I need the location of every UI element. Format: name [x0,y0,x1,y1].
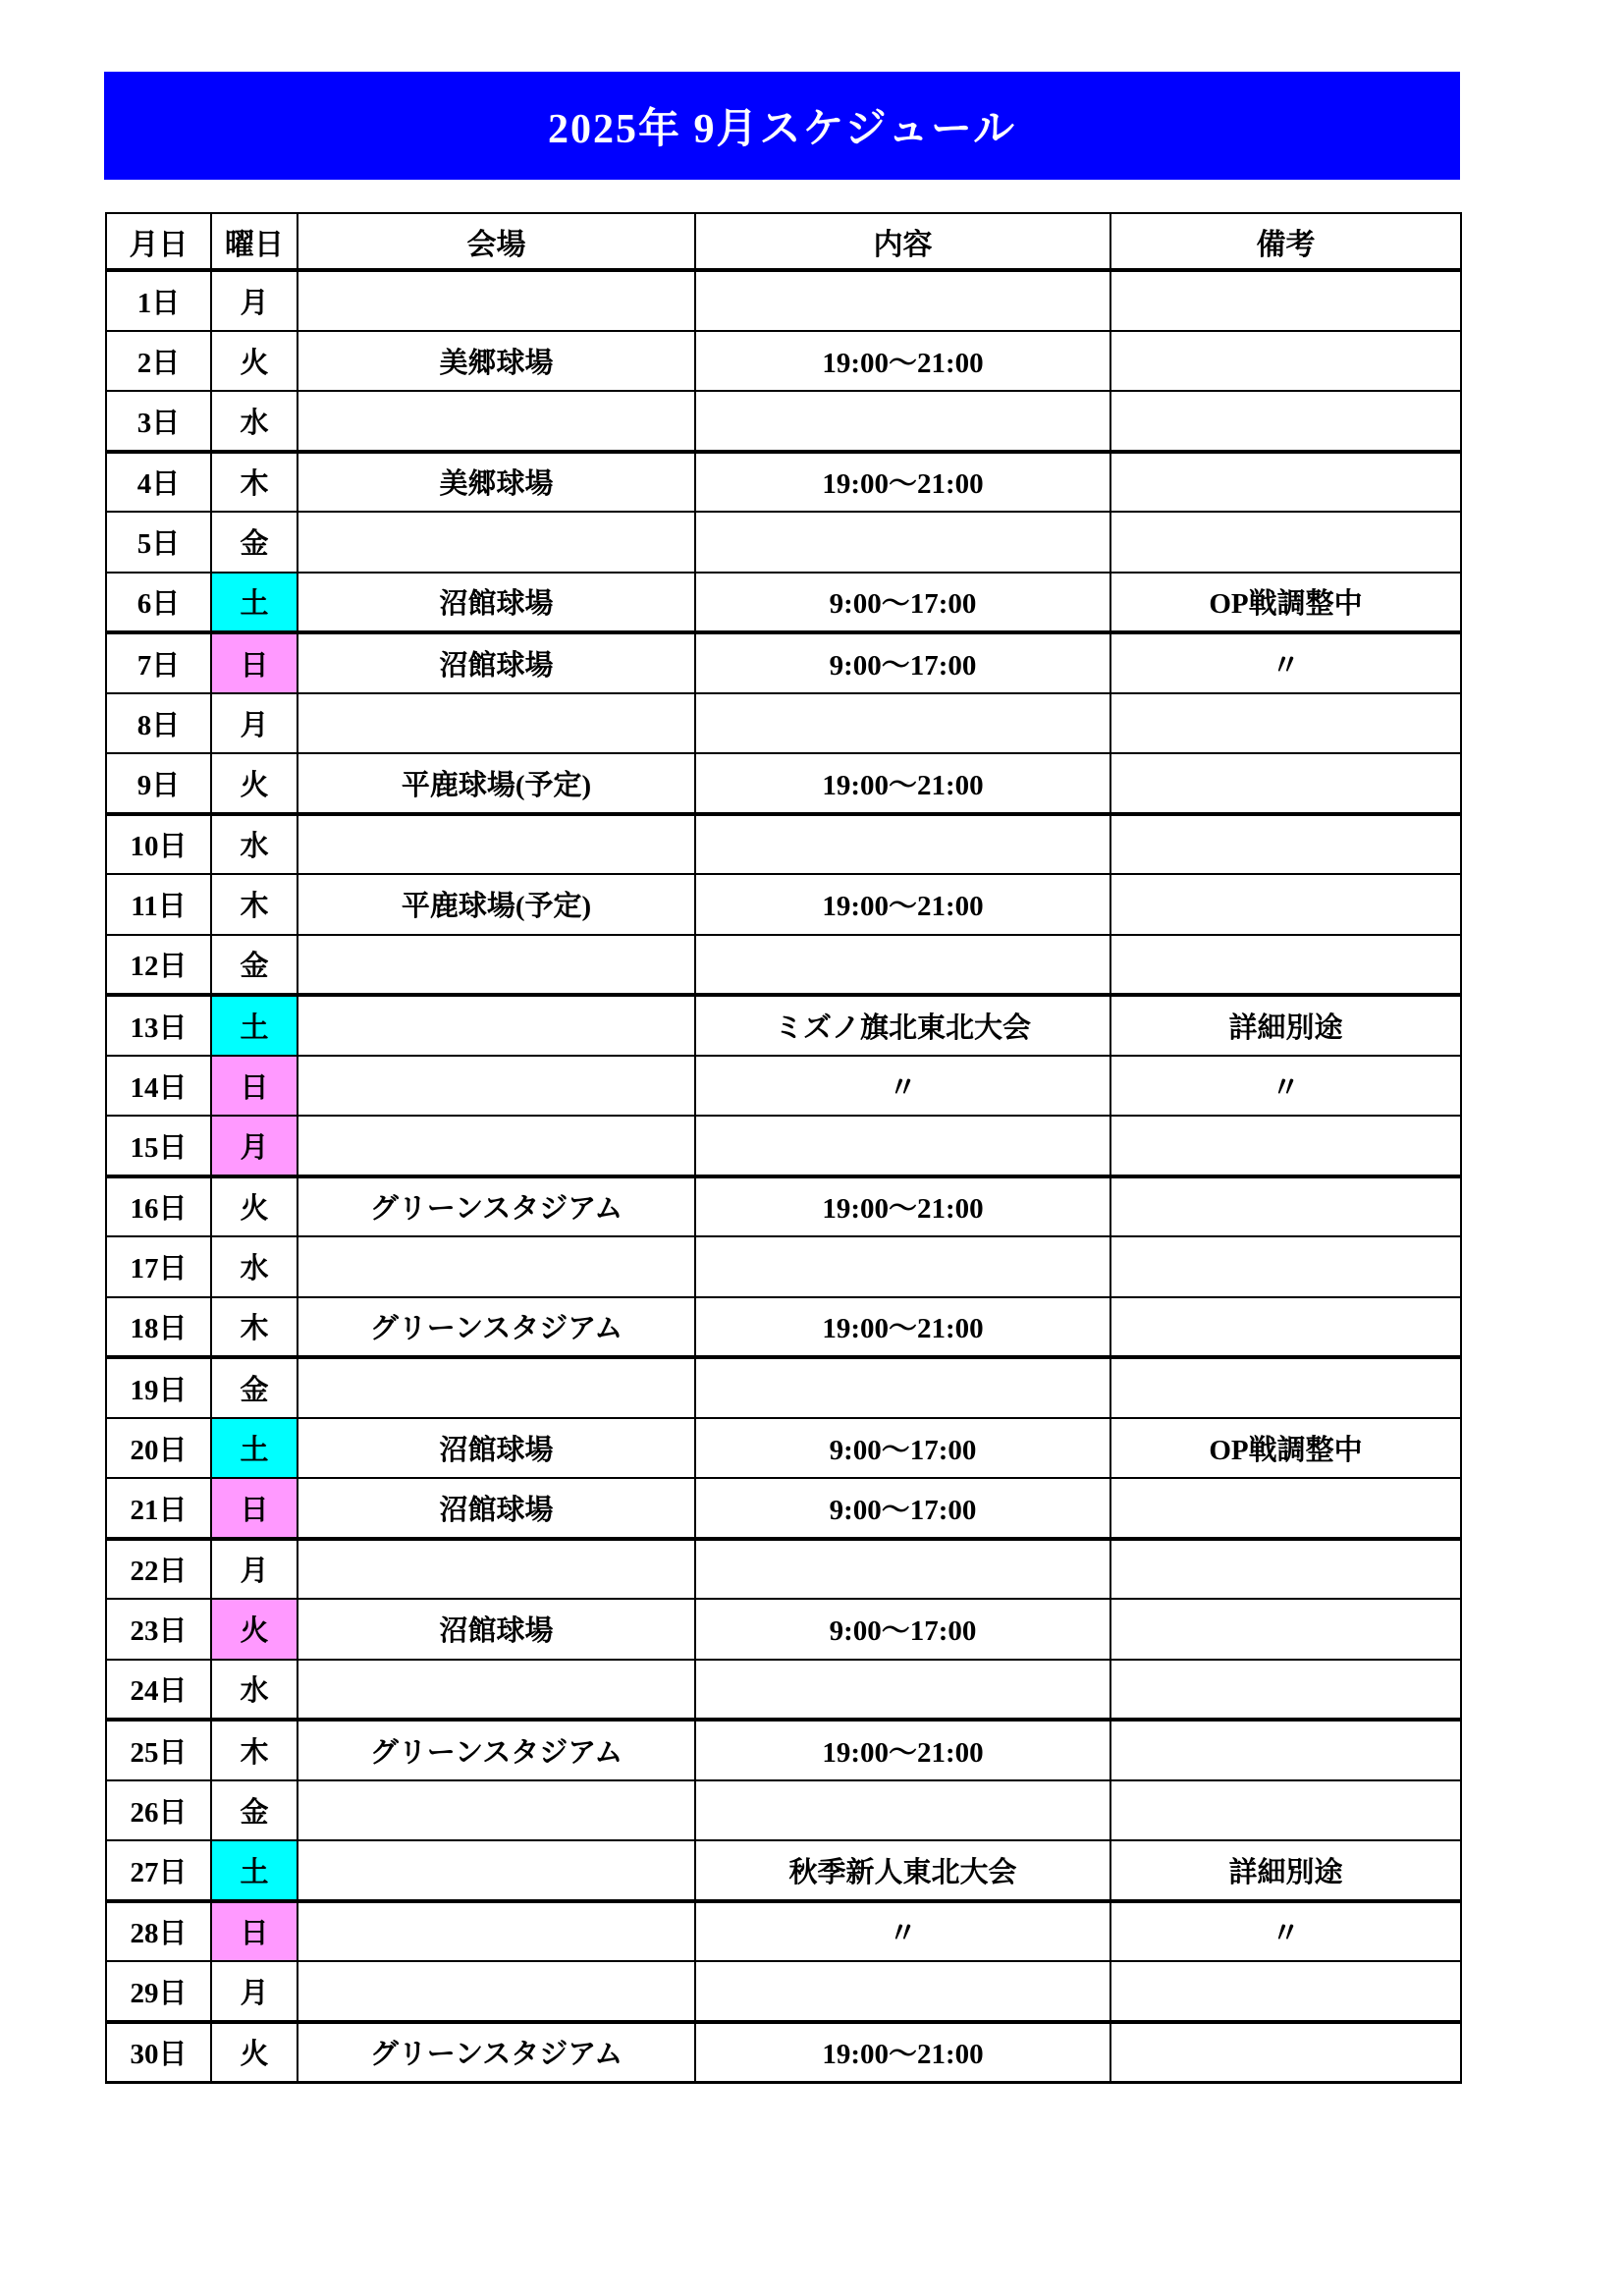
day-cell: 土 [211,1840,298,1901]
content-cell [695,270,1110,331]
table-row [106,1901,1461,1962]
date-cell: 17日 [106,1236,211,1297]
day-cell: 水 [211,1660,298,1721]
table-row [106,452,1461,513]
day-cell: 水 [211,814,298,875]
note-cell [1110,1599,1461,1660]
table-row [106,270,1461,331]
col-header-note: 備考 [1110,213,1461,270]
content-cell [695,391,1110,452]
date-cell: 13日 [106,995,211,1056]
table-row [106,693,1461,754]
col-header-day: 曜日 [211,213,298,270]
day-cell: 土 [211,1418,298,1479]
content-cell: 19:00～21:00 [695,753,1110,814]
table-row [106,391,1461,452]
table-row [106,1478,1461,1539]
day-cell: 水 [211,1236,298,1297]
date-cell: 16日 [106,1176,211,1237]
note-cell: 〃 [1110,1056,1461,1117]
table-row [106,1176,1461,1237]
venue-cell [298,391,695,452]
day-cell: 火 [211,1176,298,1237]
table-row [106,512,1461,573]
note-cell [1110,1116,1461,1176]
venue-cell [298,693,695,754]
date-cell: 21日 [106,1478,211,1539]
venue-cell: 沼館球場 [298,1599,695,1660]
note-cell [1110,1961,1461,2022]
day-cell: 水 [211,391,298,452]
col-header-venue: 会場 [298,213,695,270]
venue-cell: グリーンスタジアム [298,1176,695,1237]
day-cell: 日 [211,1901,298,1962]
venue-cell [298,1660,695,1721]
date-cell: 29日 [106,1961,211,2022]
day-cell: 金 [211,512,298,573]
table-row [106,1056,1461,1117]
venue-cell [298,1780,695,1841]
content-cell: 19:00～21:00 [695,1176,1110,1237]
day-cell: 日 [211,1056,298,1117]
date-cell: 1日 [106,270,211,331]
table-row [106,632,1461,693]
note-cell [1110,270,1461,331]
venue-cell [298,1539,695,1600]
content-cell [695,512,1110,573]
venue-cell [298,1236,695,1297]
date-cell: 7日 [106,632,211,693]
table-row [106,1660,1461,1721]
day-cell: 金 [211,1780,298,1841]
venue-cell: 美郷球場 [298,452,695,513]
content-cell [695,1116,1110,1176]
note-cell [1110,1176,1461,1237]
day-cell: 日 [211,1478,298,1539]
venue-cell [298,1056,695,1117]
content-cell: 19:00～21:00 [695,2022,1110,2083]
day-cell: 月 [211,1539,298,1600]
table-row [106,1116,1461,1176]
day-cell: 月 [211,693,298,754]
note-cell [1110,814,1461,875]
day-cell: 火 [211,331,298,392]
date-cell: 12日 [106,935,211,996]
date-cell: 3日 [106,391,211,452]
note-cell [1110,1357,1461,1418]
content-cell: 〃 [695,1056,1110,1117]
day-cell: 金 [211,935,298,996]
date-cell: 8日 [106,693,211,754]
header-row [106,213,1461,270]
day-cell: 月 [211,270,298,331]
day-cell: 木 [211,452,298,513]
note-cell [1110,391,1461,452]
content-cell [695,1660,1110,1721]
day-cell: 火 [211,2022,298,2083]
table-row [106,331,1461,392]
note-cell: 〃 [1110,632,1461,693]
note-cell: 詳細別途 [1110,995,1461,1056]
title-banner [104,72,1460,180]
venue-cell: グリーンスタジアム [298,1720,695,1780]
table-row [106,753,1461,814]
day-cell: 火 [211,753,298,814]
table-row [106,1297,1461,1358]
content-cell [695,1236,1110,1297]
venue-cell: 平鹿球場(予定) [298,753,695,814]
table-row [106,1236,1461,1297]
venue-cell [298,1961,695,2022]
date-cell: 18日 [106,1297,211,1358]
table-row [106,935,1461,996]
day-cell: 火 [211,1599,298,1660]
day-cell: 金 [211,1357,298,1418]
table-row [106,2022,1461,2083]
date-cell: 6日 [106,573,211,633]
note-cell [1110,1539,1461,1600]
content-cell: 19:00～21:00 [695,1720,1110,1780]
date-cell: 10日 [106,814,211,875]
date-cell: 2日 [106,331,211,392]
venue-cell [298,814,695,875]
note-cell [1110,1780,1461,1841]
content-cell [695,693,1110,754]
venue-cell: 沼館球場 [298,1418,695,1479]
col-header-content: 内容 [695,213,1110,270]
content-cell: 19:00～21:00 [695,452,1110,513]
content-cell: 〃 [695,1901,1110,1962]
venue-cell [298,1901,695,1962]
venue-cell [298,935,695,996]
content-cell: 19:00～21:00 [695,874,1110,935]
note-cell [1110,1720,1461,1780]
table-row [106,1840,1461,1901]
table-row [106,874,1461,935]
day-cell: 木 [211,1720,298,1780]
note-cell: OP戦調整中 [1110,1418,1461,1479]
table-row [106,1961,1461,2022]
note-cell [1110,1236,1461,1297]
schedule-table [105,212,1462,2084]
date-cell: 15日 [106,1116,211,1176]
content-cell: 秋季新人東北大会 [695,1840,1110,1901]
content-cell: 19:00～21:00 [695,1297,1110,1358]
schedule-table-body [106,270,1461,2082]
day-cell: 月 [211,1116,298,1176]
content-cell [695,1961,1110,2022]
venue-cell [298,995,695,1056]
content-cell: 9:00～17:00 [695,1599,1110,1660]
venue-cell: 沼館球場 [298,1478,695,1539]
note-cell: 〃 [1110,1901,1461,1962]
day-cell: 日 [211,632,298,693]
date-cell: 27日 [106,1840,211,1901]
col-header-date: 月日 [106,213,211,270]
venue-cell [298,270,695,331]
date-cell: 20日 [106,1418,211,1479]
content-cell: ミズノ旗北東北大会 [695,995,1110,1056]
note-cell [1110,331,1461,392]
venue-cell [298,1357,695,1418]
content-cell: 9:00～17:00 [695,573,1110,633]
content-cell: 9:00～17:00 [695,1478,1110,1539]
venue-cell: 沼館球場 [298,573,695,633]
note-cell: 詳細別途 [1110,1840,1461,1901]
table-row [106,1780,1461,1841]
content-cell [695,1539,1110,1600]
content-cell [695,935,1110,996]
venue-cell: 平鹿球場(予定) [298,874,695,935]
table-row [106,814,1461,875]
content-cell: 9:00～17:00 [695,632,1110,693]
venue-cell [298,512,695,573]
date-cell: 22日 [106,1539,211,1600]
content-cell [695,814,1110,875]
note-cell [1110,512,1461,573]
day-cell: 木 [211,874,298,935]
table-row [106,1357,1461,1418]
date-cell: 9日 [106,753,211,814]
table-row [106,1599,1461,1660]
date-cell: 25日 [106,1720,211,1780]
date-cell: 11日 [106,874,211,935]
note-cell [1110,1297,1461,1358]
day-cell: 月 [211,1961,298,2022]
note-cell: OP戦調整中 [1110,573,1461,633]
day-cell: 土 [211,995,298,1056]
venue-cell [298,1840,695,1901]
venue-cell: グリーンスタジアム [298,1297,695,1358]
date-cell: 14日 [106,1056,211,1117]
content-cell [695,1357,1110,1418]
note-cell [1110,1660,1461,1721]
content-cell [695,1780,1110,1841]
date-cell: 4日 [106,452,211,513]
table-row [106,995,1461,1056]
note-cell [1110,2022,1461,2083]
venue-cell: 沼館球場 [298,632,695,693]
day-cell: 木 [211,1297,298,1358]
venue-cell [298,1116,695,1176]
date-cell: 24日 [106,1660,211,1721]
note-cell [1110,753,1461,814]
note-cell [1110,874,1461,935]
note-cell [1110,693,1461,754]
day-cell: 土 [211,573,298,633]
content-cell: 19:00～21:00 [695,331,1110,392]
note-cell [1110,1478,1461,1539]
note-cell [1110,935,1461,996]
date-cell: 30日 [106,2022,211,2083]
table-row [106,573,1461,633]
date-cell: 28日 [106,1901,211,1962]
date-cell: 23日 [106,1599,211,1660]
table-row [106,1539,1461,1600]
date-cell: 26日 [106,1780,211,1841]
page-title: 2025年 9月スケジュール [548,107,1016,152]
note-cell [1110,452,1461,513]
content-cell: 9:00～17:00 [695,1418,1110,1479]
table-row [106,1720,1461,1780]
venue-cell: グリーンスタジアム [298,2022,695,2083]
venue-cell: 美郷球場 [298,331,695,392]
table-row [106,1418,1461,1479]
date-cell: 19日 [106,1357,211,1418]
date-cell: 5日 [106,512,211,573]
